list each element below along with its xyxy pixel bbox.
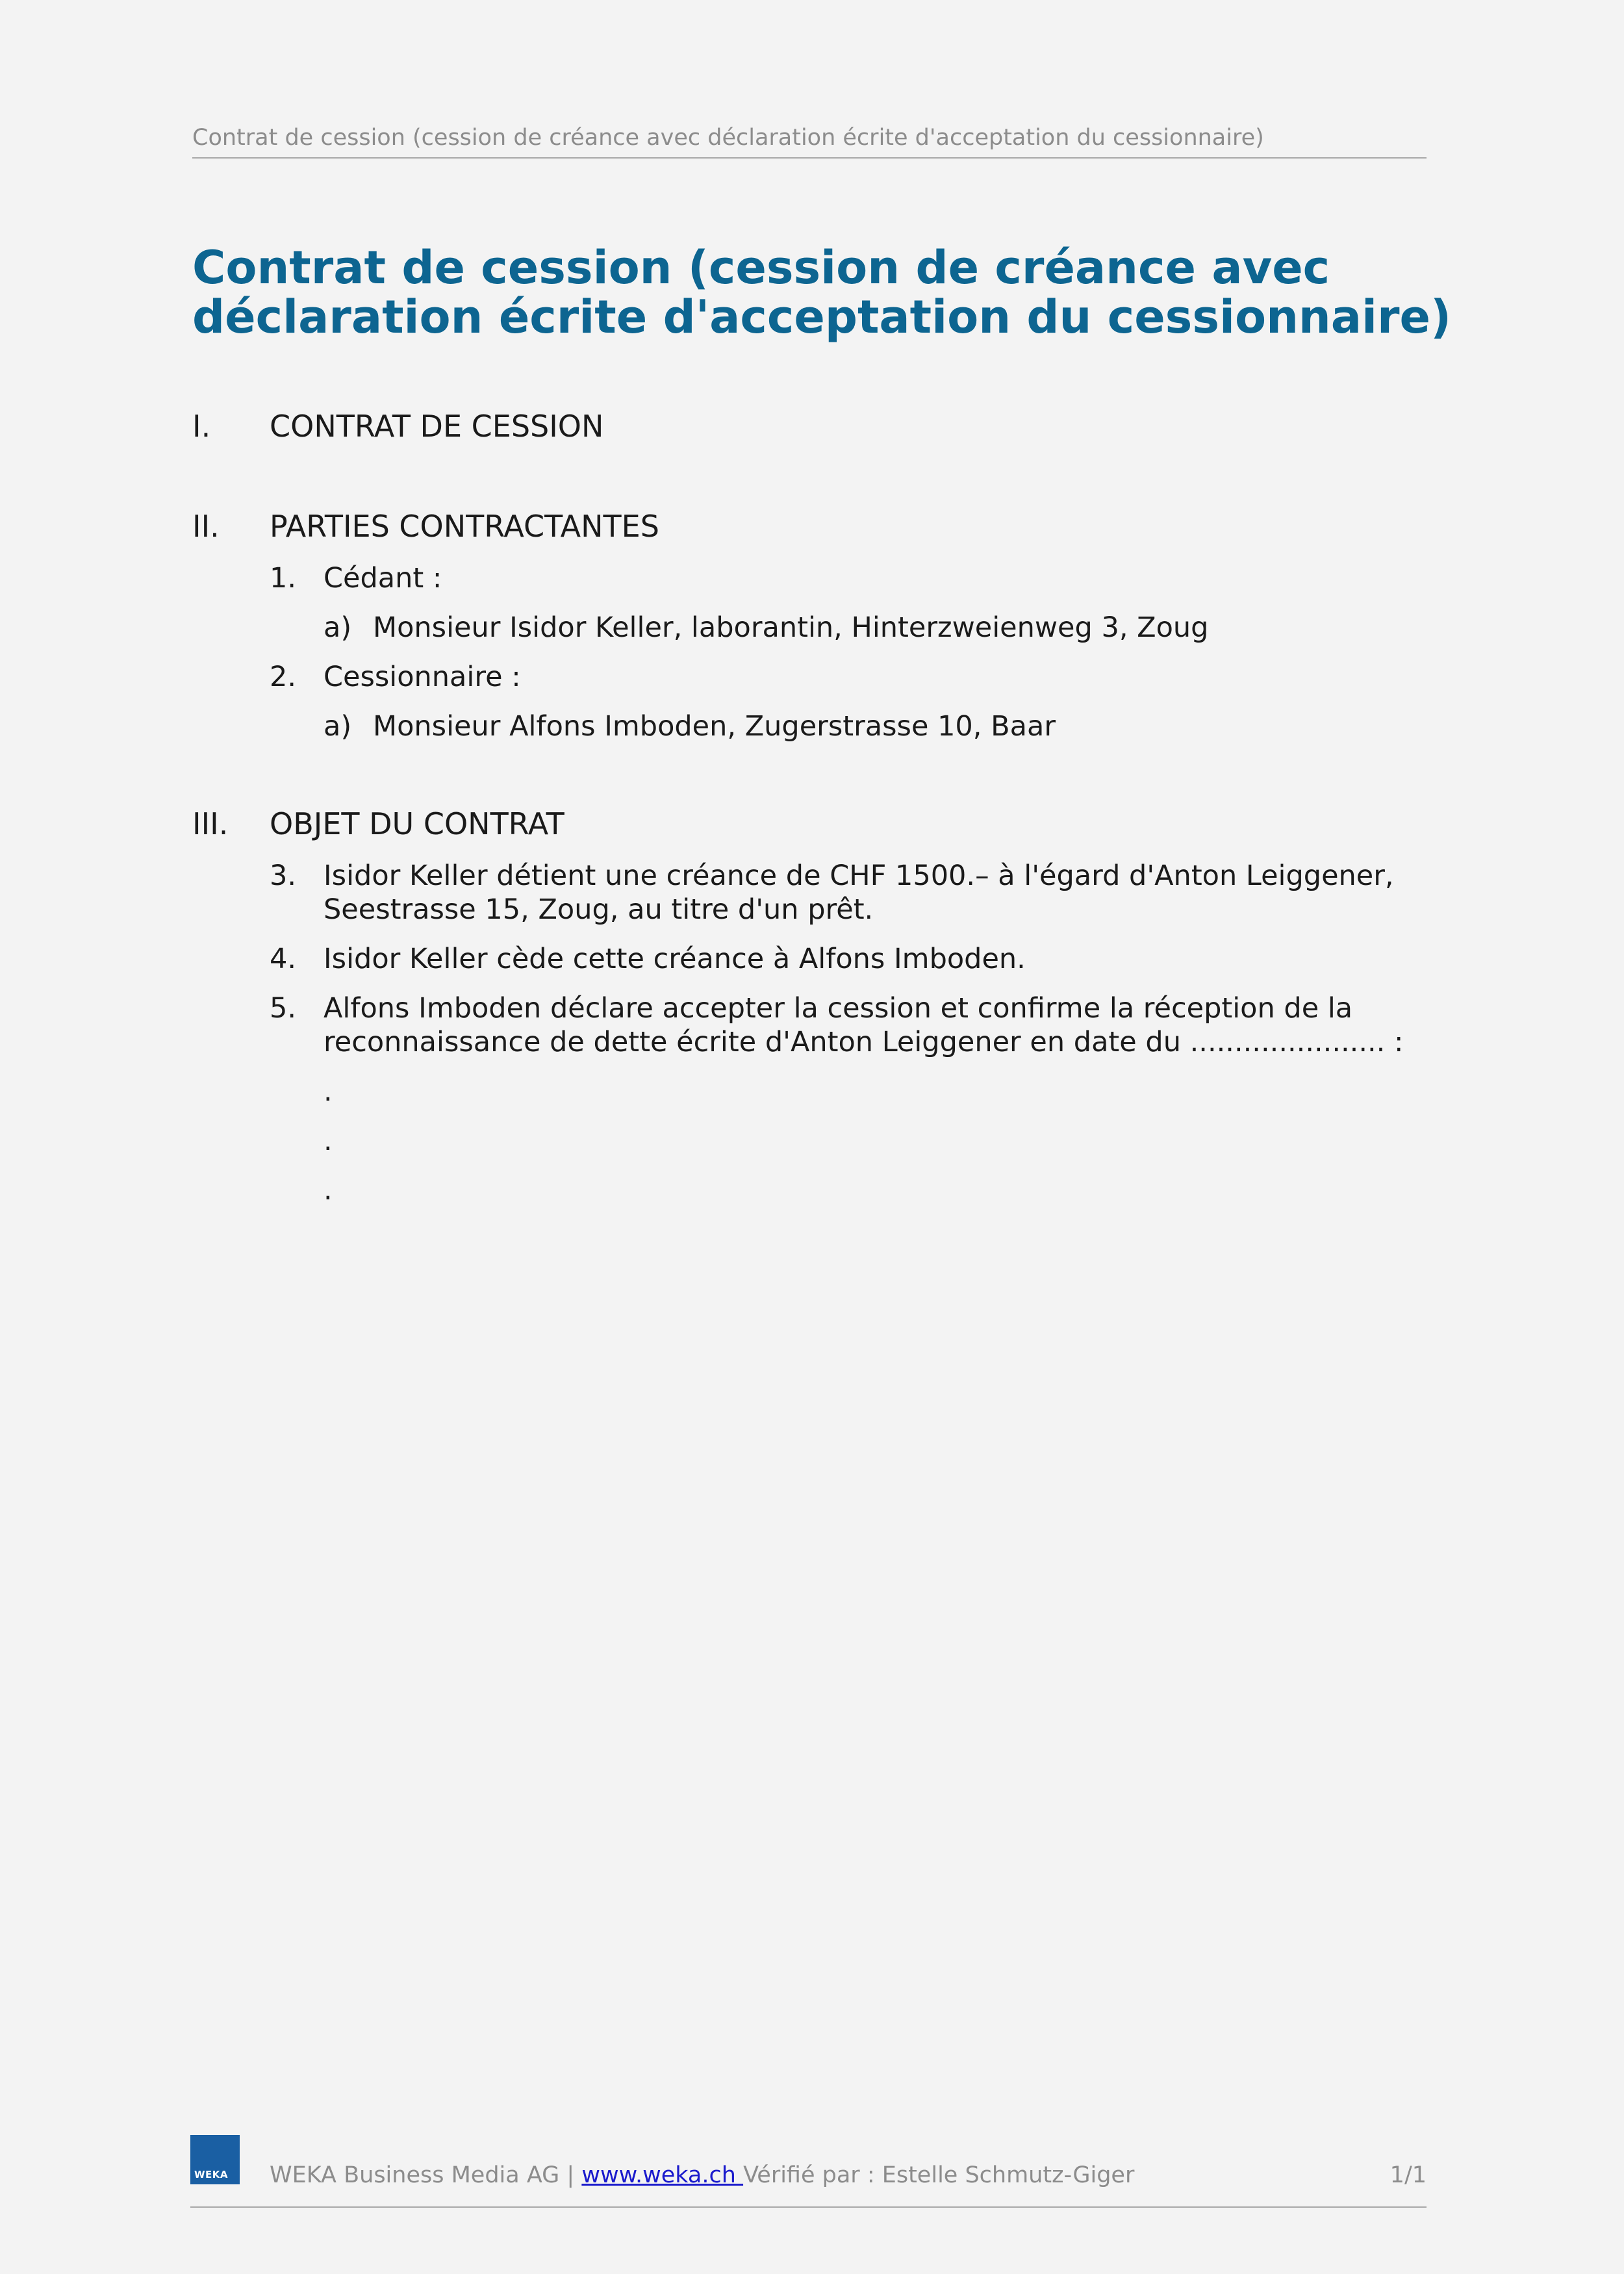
- footer-verified: Vérifié par : Estelle Schmutz-Giger: [743, 2162, 1135, 2188]
- section-label: CONTRAT DE CESSION: [270, 409, 604, 444]
- item-number: 1.: [270, 562, 297, 594]
- footer-company: WEKA Business Media AG |: [270, 2162, 582, 2188]
- item-text: Cédant :: [324, 562, 442, 594]
- section-number: II.: [192, 509, 220, 544]
- running-header: Contrat de cession (cession de créance avec déclaration écrite d'acceptation du cessionnaire): [192, 123, 1427, 159]
- document-title: [192, 241, 1451, 344]
- section-label: OBJET DU CONTRAT: [270, 806, 565, 841]
- section-label: PARTIES CONTRACTANTES: [270, 509, 659, 544]
- item-number: 2.: [270, 661, 297, 693]
- item-number: 5.: [270, 992, 297, 1025]
- section-objet-du-contrat: [192, 806, 565, 842]
- item-text: Cessionnaire :: [324, 661, 521, 693]
- item-number: 4.: [270, 943, 297, 975]
- item-text: Alfons Imboden déclare accepter la cession et confirme la réception de la reconnaissance de dette écrite d'Anton Leiggener en date du ...................... :: [324, 992, 1404, 1058]
- section-number: III.: [192, 806, 229, 841]
- page-footer: [190, 2135, 1427, 2208]
- item-text: Isidor Keller détient une créance de CHF 1500.– à l'égard d'Anton Leiggener, Seestrasse 15, Zoug, au titre d'un prêt.: [324, 860, 1394, 926]
- document-title-line-1: Contrat de cession (cession de créance avec: [192, 241, 1330, 294]
- weka-logo: [190, 2135, 240, 2184]
- page-number: 1/1: [1389, 2162, 1427, 2188]
- sub-item-text: Monsieur Isidor Keller, laborantin, Hinterzweienweg 3, Zoug: [373, 611, 1209, 644]
- logo-wordmark: WEKA: [194, 2169, 229, 2180]
- footer-website-link[interactable]: www.weka.ch: [581, 2162, 744, 2188]
- placeholder-dot: .: [324, 1075, 333, 1108]
- placeholder-dot: .: [324, 1125, 333, 1157]
- sub-item-text: Monsieur Alfons Imboden, Zugerstrasse 10, Baar: [373, 710, 1056, 743]
- section-parties-contractantes: [192, 508, 659, 544]
- section-number: I.: [192, 409, 211, 444]
- sub-item-letter: a): [324, 710, 352, 743]
- document-title-line-2: déclaration écrite d'acceptation du cessionnaire): [192, 290, 1451, 344]
- item-number: 3.: [270, 860, 297, 892]
- sub-item-letter: a): [324, 611, 352, 644]
- item-text: Isidor Keller cède cette créance à Alfons Imboden.: [324, 943, 1026, 975]
- section-contrat-de-cession: [192, 408, 603, 444]
- placeholder-dot: .: [324, 1174, 333, 1207]
- footer-credits: [270, 2161, 1134, 2190]
